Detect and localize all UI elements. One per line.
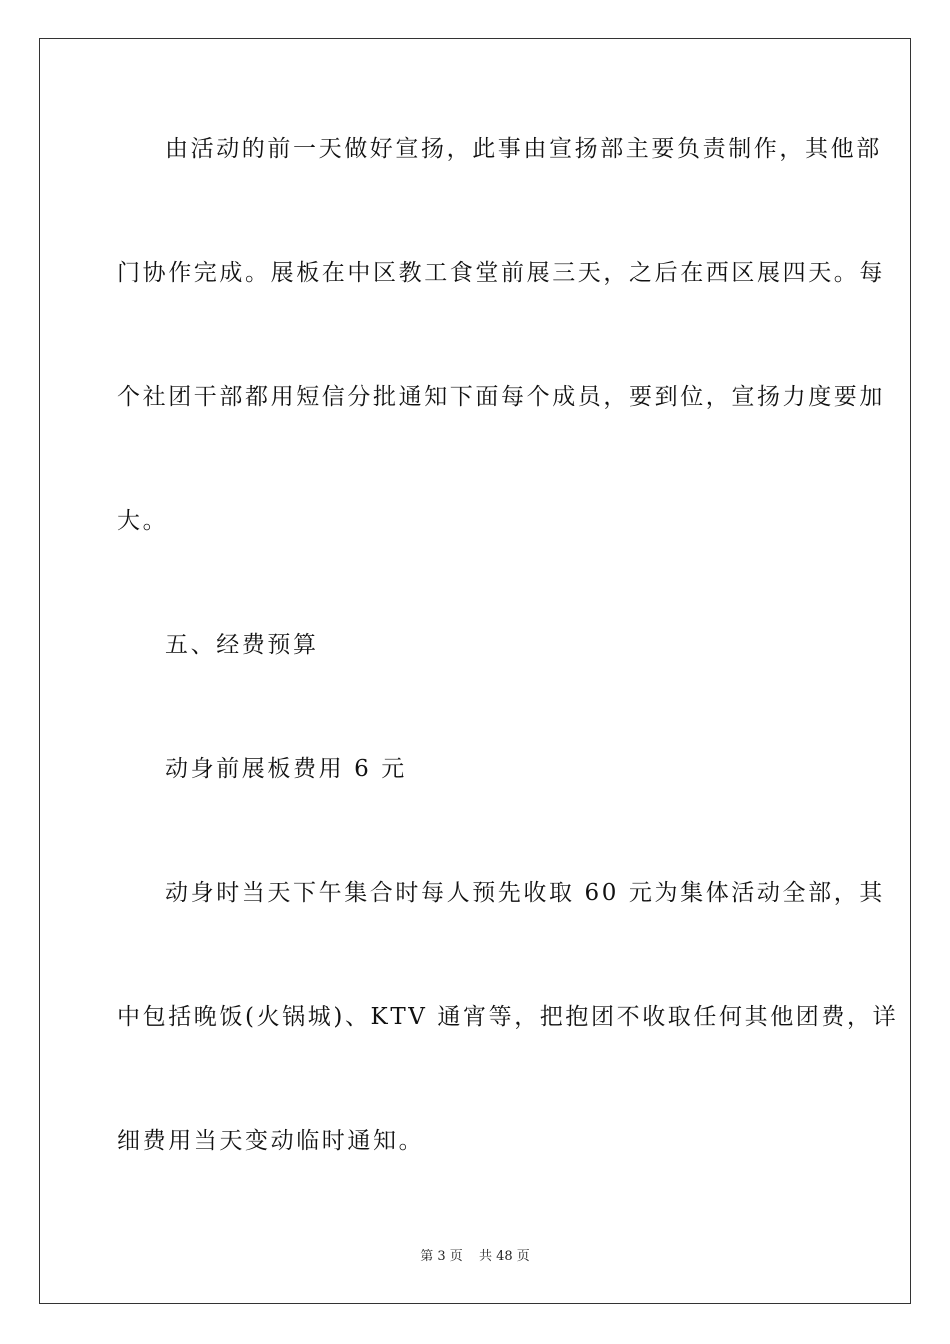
paragraph-line-2: 门协作完成。展板在中区教工食堂前展三天，之后在西区展四天。每 bbox=[117, 260, 885, 286]
paragraph-line-8: 中包括晚饭(火锅城)、KTV 通宵等，把抱团不收取任何其他团费，详 bbox=[117, 1004, 899, 1030]
paragraph-line-6: 动身前展板费用 6 元 bbox=[165, 756, 407, 782]
page-footer bbox=[0, 1245, 950, 1264]
paragraph-line-3: 个社团干部都用短信分批通知下面每个成员，要到位，宣扬力度要加 bbox=[117, 384, 885, 410]
paragraph-line-9: 细费用当天变动临时通知。 bbox=[117, 1128, 425, 1154]
page-border bbox=[39, 38, 911, 1304]
section-heading-budget: 五、经费预算 bbox=[165, 632, 319, 658]
paragraph-line-7: 动身时当天下午集合时每人预先收取 60 元为集体活动全部，其 bbox=[165, 880, 885, 906]
page-total: 共 48 页 bbox=[478, 1249, 530, 1264]
page-number: 第 3 页 bbox=[420, 1249, 463, 1264]
paragraph-line-4: 大。 bbox=[117, 508, 169, 534]
paragraph-line-1: 由活动的前一天做好宣扬，此事由宣扬部主要负责制作，其他部 bbox=[165, 136, 882, 162]
